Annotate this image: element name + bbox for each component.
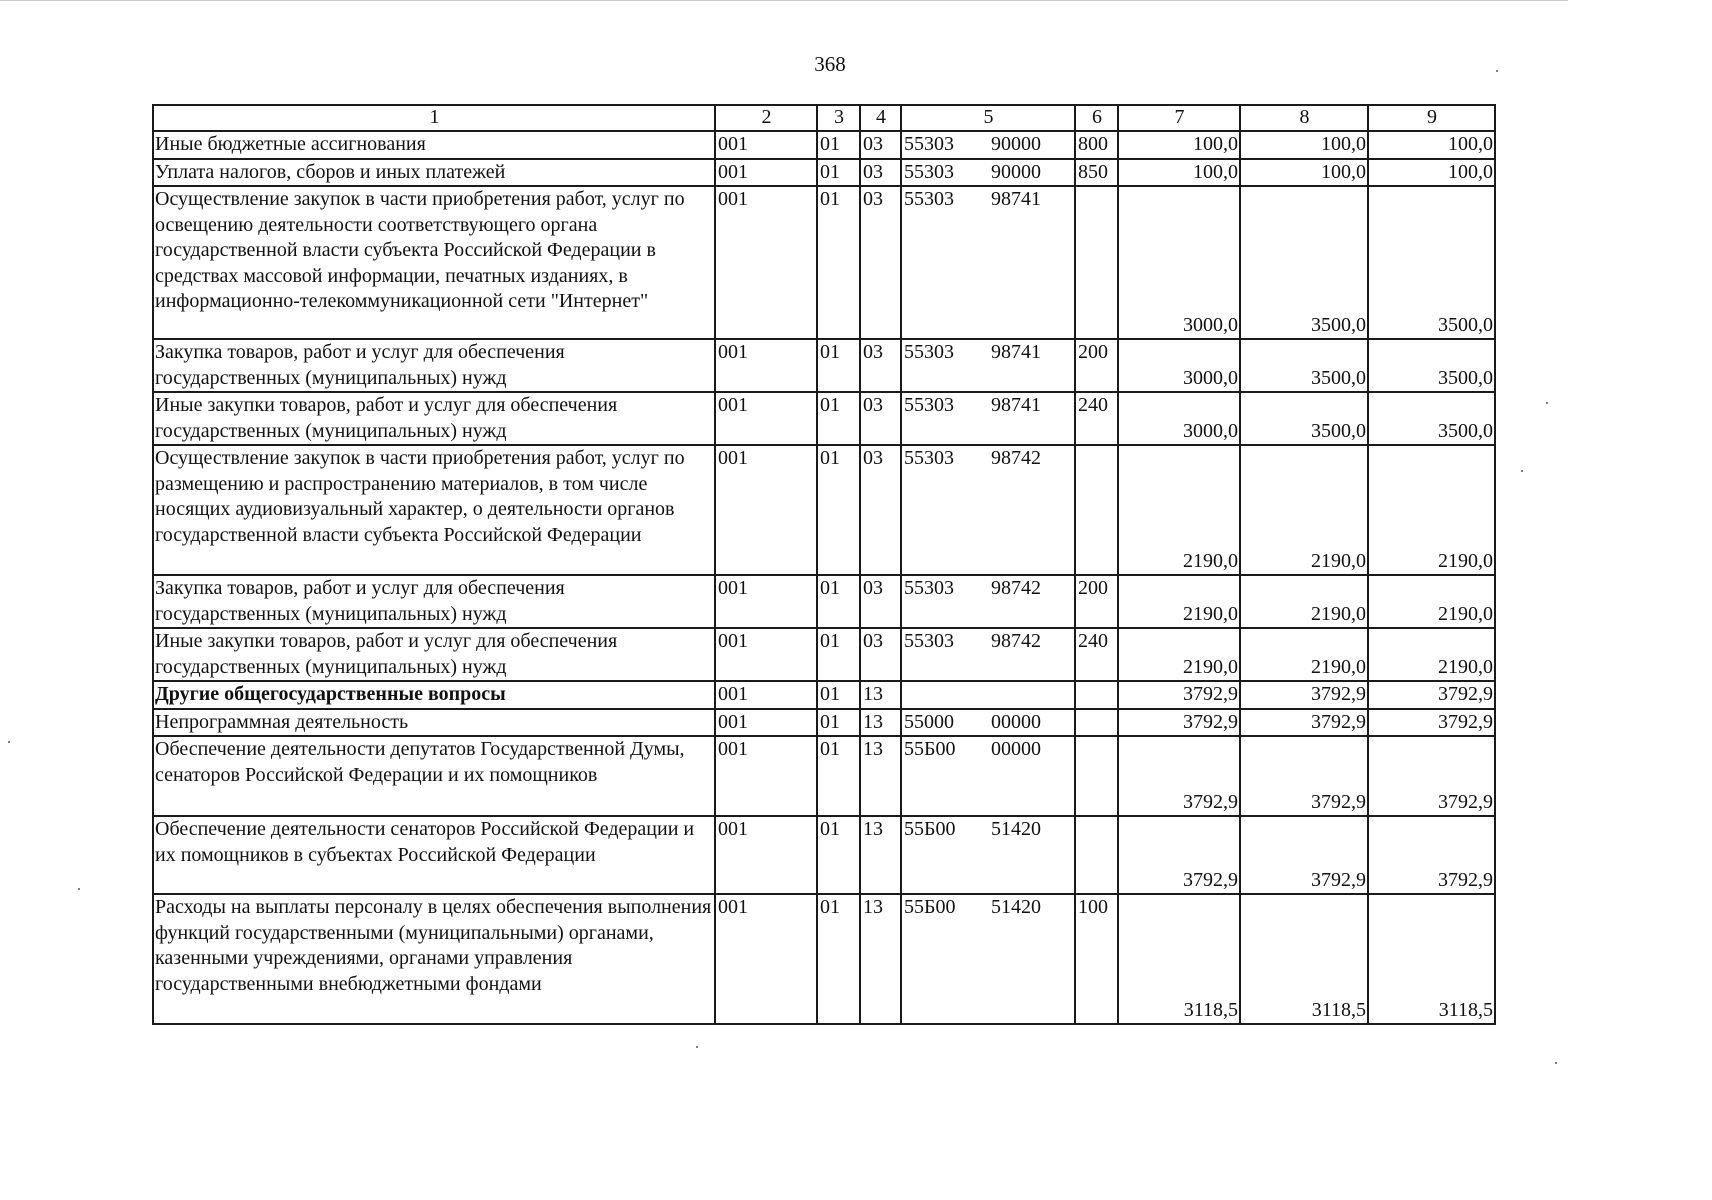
row-name-cell: Закупка товаров, работ и услуг для обеспечения государственных (муниципальных) нужд [153, 575, 715, 628]
expense-type-cell [1075, 816, 1118, 894]
subsection-code-cell: 03 [860, 628, 901, 681]
column-header-8: 8 [1240, 105, 1368, 131]
amount-col8-cell: 3792,9 [1240, 816, 1368, 894]
row-name-cell: Иные бюджетные ассигнования [153, 131, 715, 159]
amount-col9-cell: 3500,0 [1368, 392, 1495, 445]
target-article-direction: 00000 [991, 738, 1041, 760]
target-article-direction: 98742 [991, 630, 1041, 652]
table-row [153, 575, 1495, 628]
amount-col9-cell: 3500,0 [1368, 339, 1495, 392]
table-row [153, 131, 1495, 159]
target-article-code [904, 160, 1073, 186]
amount-col7-cell: 3792,9 [1118, 816, 1240, 894]
target-article-program: 55303 [904, 160, 954, 183]
target-article-program: 55303 [904, 394, 954, 416]
target-article-direction: 51420 [991, 896, 1041, 918]
amount-col7-cell: 3000,0 [1118, 186, 1240, 339]
subsection-code-cell: 03 [860, 159, 901, 187]
amount-col8-cell: 100,0 [1240, 159, 1368, 187]
subsection-code-cell: 13 [860, 709, 901, 737]
column-header-3: 3 [817, 105, 860, 131]
target-article-program: 55303 [904, 133, 954, 155]
section-code-cell: 01 [817, 628, 860, 681]
section-code-cell: 01 [817, 575, 860, 628]
amount-col8-cell: 3792,9 [1240, 709, 1368, 737]
expense-type-cell [1075, 736, 1118, 816]
row-name-cell: Другие общегосударственные вопросы [153, 681, 715, 709]
section-code-cell: 01 [817, 339, 860, 392]
target-article-cell [901, 131, 1075, 159]
target-article-direction: 98742 [991, 447, 1041, 469]
expense-type-cell: 100 [1075, 894, 1118, 1024]
amount-col8-cell: 3500,0 [1240, 392, 1368, 445]
target-article-cell [901, 339, 1075, 392]
target-article-program: 55303 [904, 341, 954, 363]
target-article-cell [901, 186, 1075, 339]
expense-type-cell: 240 [1075, 628, 1118, 681]
target-article-code [904, 132, 1073, 158]
target-article-program: 55000 [904, 710, 954, 733]
section-code-cell: 01 [817, 894, 860, 1024]
amount-col7-cell: 3792,9 [1118, 709, 1240, 737]
target-article-code [904, 393, 1073, 419]
amount-col7-cell: 2190,0 [1118, 575, 1240, 628]
subsection-code-cell: 13 [860, 681, 901, 709]
ministry-code-cell: 001 [715, 186, 817, 339]
target-article-cell [901, 445, 1075, 575]
amount-col8-cell: 3118,5 [1240, 894, 1368, 1024]
amount-col7-cell: 3118,5 [1118, 894, 1240, 1024]
amount-col8-cell: 3500,0 [1240, 339, 1368, 392]
expense-type-cell [1075, 709, 1118, 737]
subsection-code-cell: 13 [860, 816, 901, 894]
subsection-code-cell: 13 [860, 894, 901, 1024]
target-article-direction: 98741 [991, 341, 1041, 363]
section-code-cell: 01 [817, 681, 860, 709]
target-article-direction: 00000 [991, 710, 1041, 733]
amount-col9-cell: 2190,0 [1368, 445, 1495, 575]
table-body [153, 131, 1495, 1024]
section-code-cell: 01 [817, 186, 860, 339]
section-code-cell: 01 [817, 736, 860, 816]
target-article-code [904, 576, 1073, 602]
target-article-code [904, 710, 1073, 736]
amount-col9-cell: 3792,9 [1368, 709, 1495, 737]
amount-col7-cell: 3792,9 [1118, 681, 1240, 709]
target-article-program: 55303 [904, 447, 954, 469]
target-article-program: 55Б00 [904, 738, 956, 760]
table-header-row [153, 105, 1495, 131]
target-article-code [904, 629, 1073, 655]
target-article-program: 55303 [904, 188, 954, 210]
section-code-cell: 01 [817, 445, 860, 575]
expense-type-cell: 800 [1075, 131, 1118, 159]
subsection-code-cell: 03 [860, 445, 901, 575]
target-article-direction: 51420 [991, 818, 1041, 840]
amount-col9-cell: 100,0 [1368, 159, 1495, 187]
expense-type-cell: 200 [1075, 575, 1118, 628]
amount-col8-cell: 3792,9 [1240, 736, 1368, 816]
ministry-code-cell: 001 [715, 628, 817, 681]
table-row [153, 159, 1495, 187]
amount-col8-cell: 2190,0 [1240, 575, 1368, 628]
amount-col9-cell: 2190,0 [1368, 575, 1495, 628]
column-header-1: 1 [153, 105, 715, 131]
amount-col7-cell: 3792,9 [1118, 736, 1240, 816]
table-row [153, 339, 1495, 392]
subsection-code-cell: 03 [860, 131, 901, 159]
amount-col9-cell: 3500,0 [1368, 186, 1495, 339]
table-row [153, 816, 1495, 894]
amount-col8-cell: 2190,0 [1240, 445, 1368, 575]
table-row [153, 445, 1495, 575]
row-name-cell: Уплата налогов, сборов и иных платежей [153, 159, 715, 187]
target-article-direction: 98742 [991, 577, 1041, 599]
row-name-cell: Иные закупки товаров, работ и услуг для обеспечения государственных (муниципальных) нужд [153, 392, 715, 445]
section-code-cell: 01 [817, 159, 860, 187]
ministry-code-cell: 001 [715, 681, 817, 709]
ministry-code-cell: 001 [715, 709, 817, 737]
column-header-4: 4 [860, 105, 901, 131]
target-article-direction: 98741 [991, 188, 1041, 210]
target-article-code [904, 446, 1073, 472]
target-article-direction: 98741 [991, 394, 1041, 416]
target-article-cell [901, 894, 1075, 1024]
target-article-direction: 90000 [991, 160, 1041, 183]
column-header-7: 7 [1118, 105, 1240, 131]
target-article-program: 55303 [904, 577, 954, 599]
ministry-code-cell: 001 [715, 445, 817, 575]
subsection-code-cell: 03 [860, 575, 901, 628]
target-article-program: 55303 [904, 630, 954, 652]
table-row [153, 628, 1495, 681]
amount-col7-cell: 100,0 [1118, 159, 1240, 187]
table-row [153, 709, 1495, 737]
expense-type-cell [1075, 681, 1118, 709]
subsection-code-cell: 03 [860, 186, 901, 339]
row-name-cell: Иные закупки товаров, работ и услуг для обеспечения государственных (муниципальных) нужд [153, 628, 715, 681]
ministry-code-cell: 001 [715, 392, 817, 445]
ministry-code-cell: 001 [715, 159, 817, 187]
table-row [153, 681, 1495, 709]
target-article-cell [901, 816, 1075, 894]
row-name-cell: Обеспечение деятельности сенаторов Российской Федерации и их помощников в субъектах Российской Федерации [153, 816, 715, 894]
amount-col8-cell: 3500,0 [1240, 186, 1368, 339]
amount-col9-cell: 3792,9 [1368, 681, 1495, 709]
column-header-5: 5 [901, 105, 1075, 131]
row-name-cell: Непрограммная деятельность [153, 709, 715, 737]
target-article-program: 55Б00 [904, 896, 956, 918]
amount-col9-cell: 3792,9 [1368, 816, 1495, 894]
row-name-cell: Осуществление закупок в части приобретения работ, услуг по размещению и распространению материалов, в том числе носящих аудиовизуальный характер, о деятельности органов государственной власти субъекта Российской Федерации [153, 445, 715, 575]
ministry-code-cell: 001 [715, 736, 817, 816]
target-article-cell [901, 159, 1075, 187]
amount-col8-cell: 2190,0 [1240, 628, 1368, 681]
target-article-code [904, 737, 1073, 763]
section-code-cell: 01 [817, 392, 860, 445]
target-article-direction: 90000 [991, 133, 1041, 155]
ministry-code-cell: 001 [715, 816, 817, 894]
amount-col7-cell: 3000,0 [1118, 339, 1240, 392]
target-article-code [904, 187, 1073, 213]
ministry-code-cell: 001 [715, 339, 817, 392]
table-row [153, 186, 1495, 339]
target-article-cell [901, 736, 1075, 816]
amount-col7-cell: 2190,0 [1118, 628, 1240, 681]
target-article-cell [901, 681, 1075, 709]
amount-col8-cell: 100,0 [1240, 131, 1368, 159]
table-row [153, 392, 1495, 445]
expense-type-cell: 240 [1075, 392, 1118, 445]
amount-col9-cell: 2190,0 [1368, 628, 1495, 681]
budget-table [152, 104, 1496, 1025]
amount-col9-cell: 100,0 [1368, 131, 1495, 159]
amount-col7-cell: 2190,0 [1118, 445, 1240, 575]
column-header-6: 6 [1075, 105, 1118, 131]
expense-type-cell [1075, 186, 1118, 339]
row-name-cell: Осуществление закупок в части приобретения работ, услуг по освещению деятельности соответствующего органа государственной власти субъекта Российской Федерации в средствах массовой информации, печатных изданиях, в информационно-телекоммуникационной сети "Интернет" [153, 186, 715, 339]
subsection-code-cell: 03 [860, 392, 901, 445]
row-name-cell: Обеспечение деятельности депутатов Государственной Думы, сенаторов Российской Федерации и их помощников [153, 736, 715, 816]
target-article-code [904, 817, 1073, 843]
section-code-cell: 01 [817, 709, 860, 737]
table-row [153, 894, 1495, 1024]
row-name-cell: Расходы на выплаты персоналу в целях обеспечения выполнения функций государственными (муниципальными) органами, казенными учреждениями, органами управления государственными внебюджетными фондами [153, 894, 715, 1024]
subsection-code-cell: 03 [860, 339, 901, 392]
subsection-code-cell: 13 [860, 736, 901, 816]
amount-col8-cell: 3792,9 [1240, 681, 1368, 709]
scan-edge-line [0, 0, 1568, 1]
ministry-code-cell: 001 [715, 575, 817, 628]
expense-type-cell [1075, 445, 1118, 575]
page-number: 368 [814, 52, 846, 76]
ministry-code-cell: 001 [715, 894, 817, 1024]
ministry-code-cell: 001 [715, 131, 817, 159]
target-article-code [904, 895, 1073, 921]
target-article-code [904, 340, 1073, 366]
table-row [153, 736, 1495, 816]
amount-col7-cell: 100,0 [1118, 131, 1240, 159]
expense-type-cell: 850 [1075, 159, 1118, 187]
amount-col7-cell: 3000,0 [1118, 392, 1240, 445]
expense-type-cell: 200 [1075, 339, 1118, 392]
target-article-program: 55Б00 [904, 818, 956, 840]
column-header-2: 2 [715, 105, 817, 131]
target-article-cell [901, 709, 1075, 737]
amount-col9-cell: 3792,9 [1368, 736, 1495, 816]
section-code-cell: 01 [817, 816, 860, 894]
target-article-cell [901, 392, 1075, 445]
row-name-cell: Закупка товаров, работ и услуг для обеспечения государственных (муниципальных) нужд [153, 339, 715, 392]
amount-col9-cell: 3118,5 [1368, 894, 1495, 1024]
column-header-9: 9 [1368, 105, 1495, 131]
target-article-cell [901, 575, 1075, 628]
section-code-cell: 01 [817, 131, 860, 159]
target-article-cell [901, 628, 1075, 681]
